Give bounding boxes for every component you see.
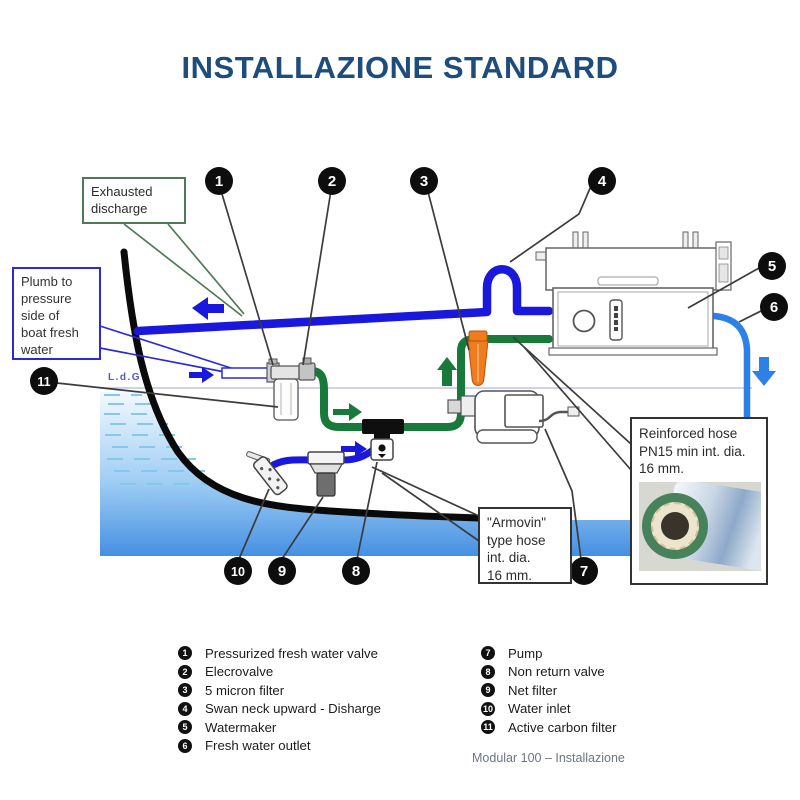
- legend-number-badge: 10: [482, 703, 493, 714]
- legend-item: [178, 718, 381, 737]
- legend-number-badge: 7: [481, 646, 495, 660]
- legend-item-label: Swan neck upward - Disharge: [205, 701, 381, 717]
- svg-text:6: 6: [769, 299, 779, 316]
- legend-item-label: Elecrovalve: [205, 664, 274, 680]
- legend-item-label: Active carbon filter: [508, 719, 617, 735]
- legend-item: [178, 700, 381, 719]
- exhausted-discharge-label: Exhausted discharge: [82, 177, 186, 224]
- legend-item-label: Pressurized fresh water valve: [205, 645, 378, 661]
- footer-caption: Modular 100 – Installazione: [472, 751, 625, 765]
- legend-number-badge: 2: [178, 665, 192, 679]
- legend-number-badge: 3: [178, 683, 192, 697]
- reinforced-hose-label: Reinforced hose PN15 min int. dia. 16 mm.: [630, 417, 768, 585]
- watermaker-gauge: [574, 311, 595, 332]
- legend-number-badge: 8: [481, 665, 495, 679]
- svg-text:9: 9: [277, 563, 287, 580]
- svg-text:5: 5: [767, 258, 777, 275]
- legend-column-right: [481, 644, 616, 737]
- legend-item-label: 5 micron filter: [205, 682, 285, 698]
- legend-number-badge: 5: [178, 720, 192, 734]
- svg-text:4: 4: [597, 173, 607, 190]
- watermaker-unit: [536, 232, 731, 355]
- armovin-hose-label: "Armovin" type hose int. dia. 16 mm.: [478, 507, 572, 584]
- svg-text:2: 2: [327, 173, 337, 190]
- legend-item: [481, 681, 616, 700]
- legend-item: [178, 644, 381, 663]
- legend-item: [178, 681, 381, 700]
- legend-item: [481, 700, 616, 719]
- page-title: INSTALLAZIONE STANDARD: [181, 50, 619, 85]
- legend-item-label: Net filter: [508, 682, 558, 698]
- svg-text:3: 3: [419, 173, 429, 190]
- legend-item: [481, 644, 616, 663]
- legend-item-label: Watermaker: [205, 719, 277, 735]
- legend-item: [481, 718, 616, 737]
- svg-text:11: 11: [37, 375, 51, 389]
- legend-item: [178, 737, 381, 756]
- flow-arrow-down-icon: [752, 357, 776, 386]
- reinforced-hose-photo: [639, 482, 761, 571]
- plumb-to-pressure-label: Plumb to pressure side of boat fresh water: [12, 267, 101, 360]
- legend-item-label: Water inlet: [508, 701, 571, 717]
- legend-number-badge: 1: [178, 646, 192, 660]
- carbon-filter-housing: [274, 379, 298, 420]
- electrovalve: [299, 363, 315, 380]
- svg-text:10: 10: [231, 565, 245, 579]
- legend-number-badge: 4: [178, 702, 192, 716]
- legend-number-badge: 9: [481, 683, 495, 697]
- waterline-label: L.d.G: [108, 372, 142, 383]
- svg-text:8: 8: [351, 563, 361, 580]
- legend-number-badge: 11: [481, 720, 495, 734]
- legend-item: [178, 663, 381, 682]
- svg-text:1: 1: [214, 173, 224, 190]
- legend-item-label: Pump: [508, 645, 543, 661]
- legend-item: [481, 663, 616, 682]
- legend-item-label: Fresh water outlet: [205, 738, 311, 754]
- legend-item-label: Non return valve: [508, 664, 605, 680]
- fresh-water-pipe: [222, 368, 270, 378]
- svg-text:7: 7: [579, 563, 589, 580]
- carbon-filter-cap: [271, 366, 301, 379]
- legend-number-badge: 6: [178, 739, 192, 753]
- legend-column-left: [178, 644, 381, 755]
